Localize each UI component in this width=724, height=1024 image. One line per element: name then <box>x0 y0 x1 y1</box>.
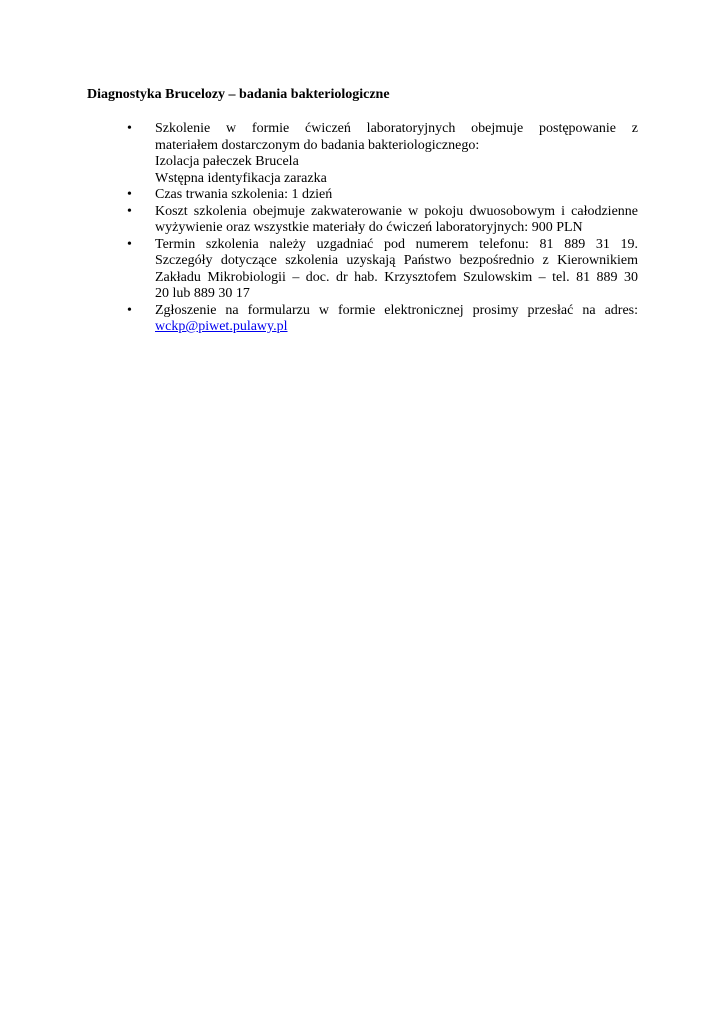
bullet-list <box>127 121 638 336</box>
bullet-text-line: Zakładu Mikrobiologii – doc. dr hab. Krzysztofem Szulowskim – tel. 81 889 30 <box>155 269 638 285</box>
list-item-schedule <box>127 236 638 303</box>
bullet-text-line: Zgłoszenie na formularzu w formie elektronicznej prosimy przesłać na adres: <box>155 302 638 318</box>
bullet-text-line: Szkolenie w formie ćwiczeń laboratoryjnych obejmuje postępowanie z <box>155 121 638 136</box>
bullet-text-line: materiałem dostarczonym do badania bakteriologicznego: <box>155 137 480 153</box>
bullet-text-line: Czas trwania szkolenia: 1 dzień <box>155 187 333 202</box>
bullet-icon: • <box>127 187 132 202</box>
bullet-icon: • <box>127 121 132 136</box>
bullet-icon: • <box>127 236 132 252</box>
bullet-text-line: Izolacja pałeczek Brucela <box>155 154 299 169</box>
bullet-text-line: wyżywienie oraz wszystkie materiały do ćwiczeń laboratoryjnych: 900 PLN <box>155 220 583 235</box>
bullet-icon: • <box>127 203 132 219</box>
email-line <box>155 319 638 336</box>
list-item-training-form <box>127 121 638 187</box>
document-title: Diagnostyka Brucelozy – badania bakteriologiczne <box>87 87 390 102</box>
bullet-text-line: Szczegóły dotyczące szkolenia uzyskają Państwo bezpośrednio z Kierownikiem <box>155 253 638 268</box>
list-item-cost <box>127 203 638 237</box>
list-item-duration <box>127 187 638 204</box>
email-link[interactable]: wckp@piwet.pulawy.pl <box>155 319 288 334</box>
bullet-text-line: Koszt szkolenia obejmuje zakwaterowanie w pokoju dwuosobowym i całodzienne <box>155 203 638 219</box>
bullet-text-line: 20 lub 889 30 17 <box>155 286 250 301</box>
bullet-text-line: Termin szkolenia należy uzgadniać pod numerem telefonu: 81 889 31 19. <box>155 236 638 252</box>
bullet-text-line: Wstępna identyfikacja zarazka <box>155 170 327 186</box>
list-item-registration <box>127 302 638 336</box>
bullet-icon: • <box>127 302 132 318</box>
